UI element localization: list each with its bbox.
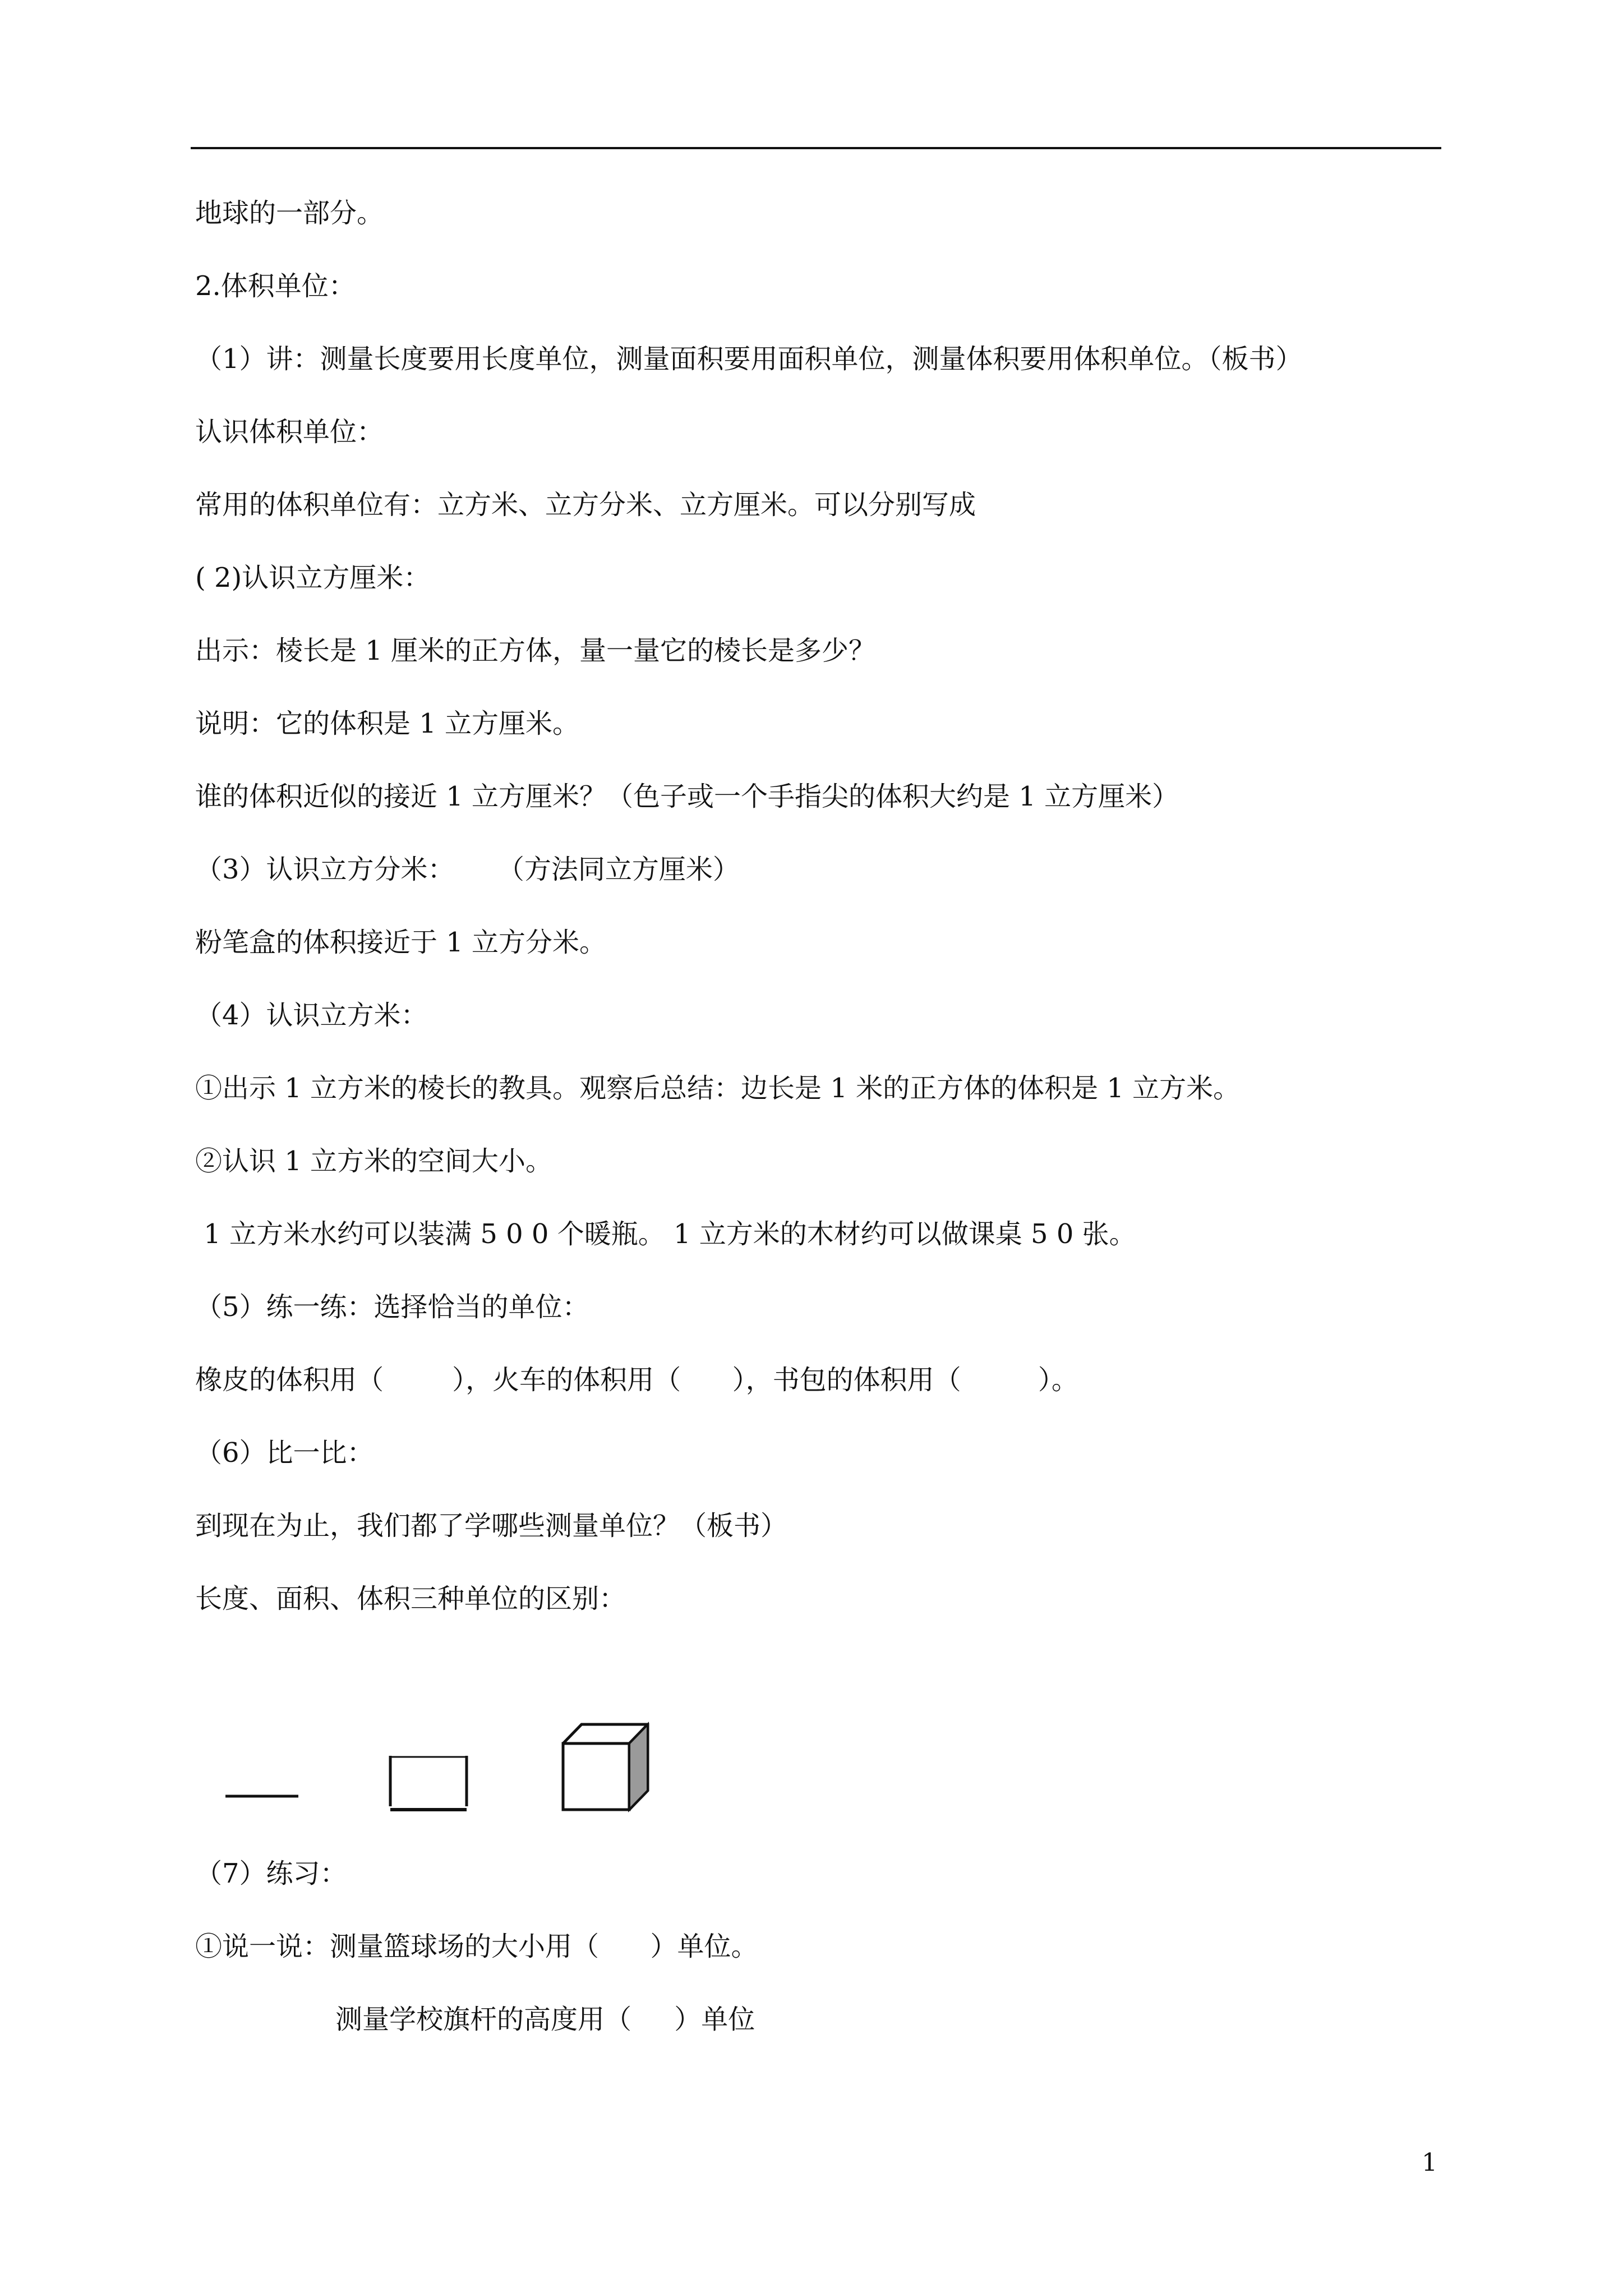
text-line-9: 谁的体积近似的接近 1 立方厘米？（色子或一个手指尖的体积大约是 1 立方厘米） — [195, 781, 1179, 812]
header-rule — [191, 147, 1441, 149]
text-line-15: 1 立方米水约可以装满 5 0 0 个暖瓶。 1 立方米的木材约可以做课桌 5 0 张。 — [195, 1218, 1136, 1250]
text-line-20: 长度、面积、体积三种单位的区别： — [195, 1583, 626, 1614]
area-square-shape — [390, 1756, 467, 1810]
text-line-14: ②认识 1 立方米的空间大小。 — [195, 1145, 553, 1177]
text-line-18: （6）比一比： — [195, 1437, 374, 1469]
page-number: 1 — [1422, 2148, 1437, 2177]
text-line-2: 2.体积单位： — [195, 270, 356, 302]
text-line-12: （4）认识立方米： — [195, 1000, 428, 1031]
text-line-1: 地球的一部分。 — [195, 197, 384, 229]
text-line-10: （3）认识立方分米： （方法同立方厘米） — [195, 854, 740, 885]
text-line-17: 橡皮的体积用（ ），火车的体积用（ ），书包的体积用（ ）。 — [195, 1364, 1078, 1396]
text-line-19: 到现在为止，我们都了学哪些测量单位？（板书） — [195, 1510, 788, 1542]
text-line-11: 粉笔盒的体积接近于 1 立方分米。 — [195, 927, 607, 958]
text-line-4: 认识体积单位： — [195, 416, 384, 448]
cube-shaded-side — [629, 1724, 648, 1810]
text-line-13: ①出示 1 立方米的棱长的教具。观察后总结：边长是 1 米的正方体的体积是 1 立方米。 — [195, 1073, 1241, 1104]
text-line-3: （1）讲：测量长度要用长度单位，测量面积要用面积单位，测量体积要用体积单位。（板书） — [195, 343, 1303, 375]
text-line-23: 测量学校旗杆的高度用（ ）单位 — [335, 2004, 755, 2035]
unit-shapes-diagram — [213, 1705, 673, 1840]
text-line-5: 常用的体积单位有：立方米、立方分米、立方厘米。可以分别写成 — [195, 489, 976, 521]
text-line-22: ①说一说：测量篮球场的大小用（ ）单位。 — [195, 1931, 758, 1962]
text-line-6: ( 2)认识立方厘米： — [195, 562, 431, 593]
text-line-7: 出示：棱长是 1 厘米的正方体，量一量它的棱长是多少？ — [195, 635, 876, 666]
text-line-21: （7）练习： — [195, 1858, 347, 1889]
text-line-16: （5）练一练：选择恰当的单位： — [195, 1291, 589, 1323]
text-line-8: 说明：它的体积是 1 立方厘米。 — [195, 708, 580, 739]
